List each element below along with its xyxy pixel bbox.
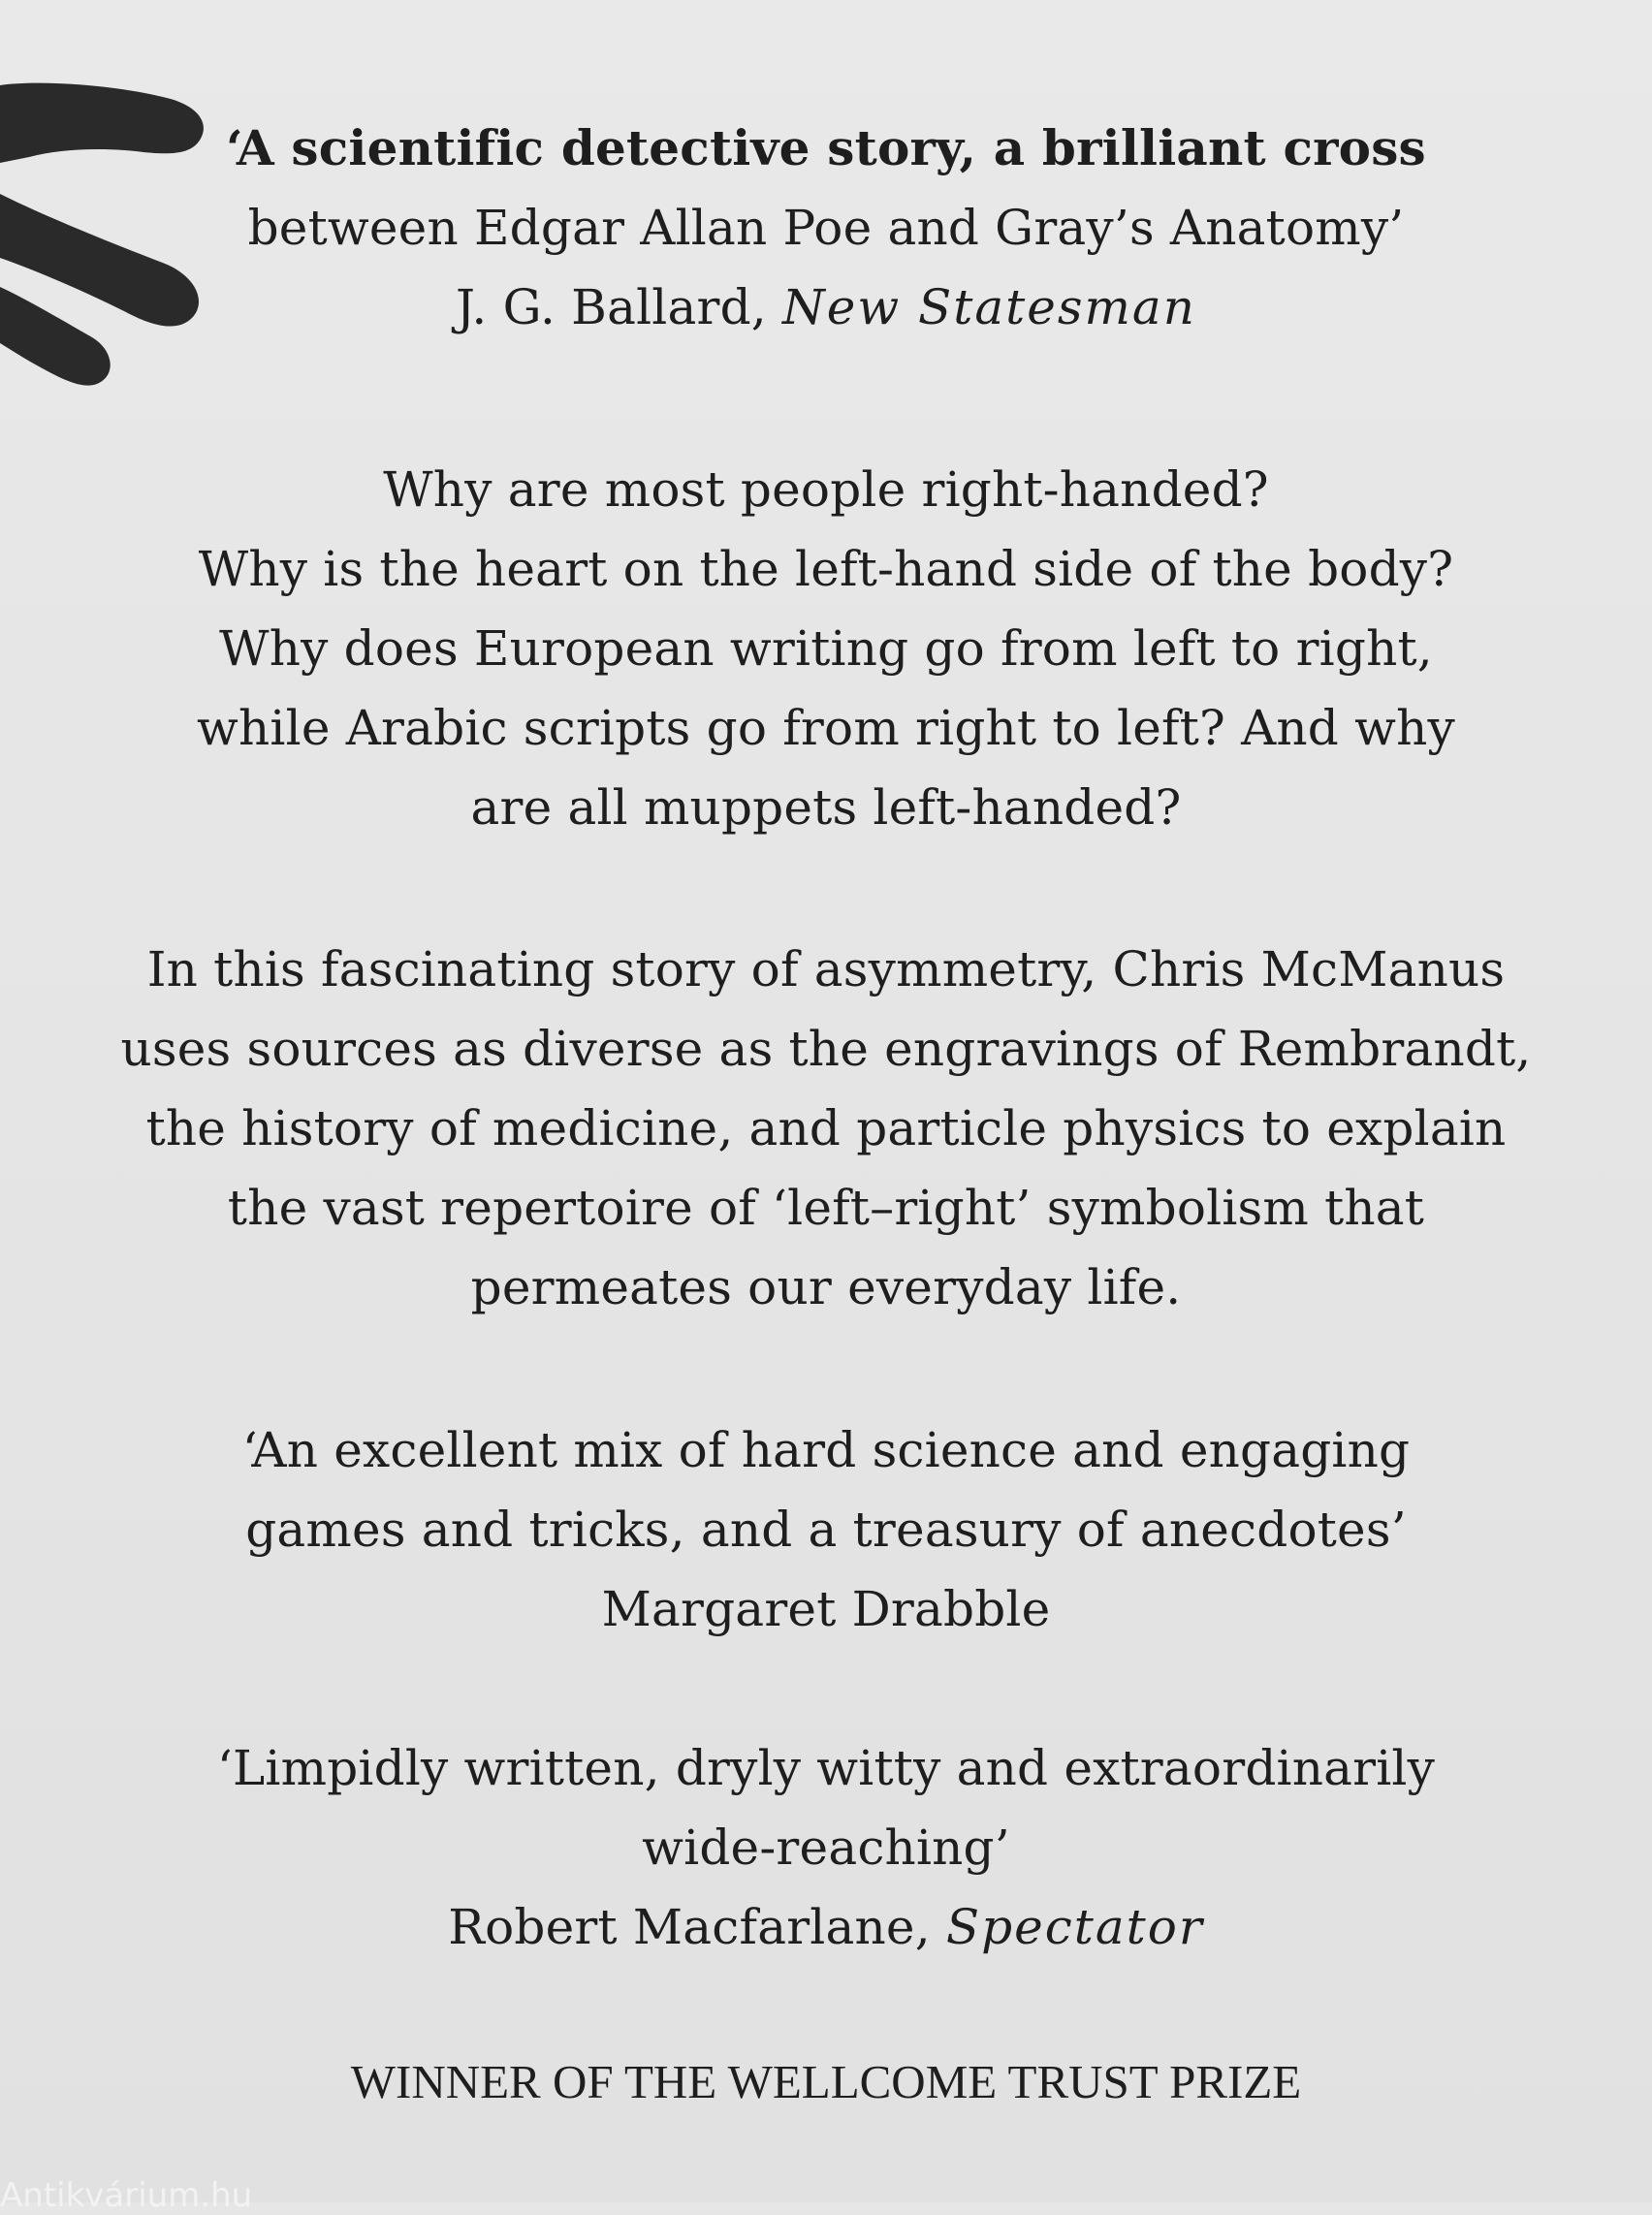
watermark: Antikvárium.hu: [0, 2176, 253, 2215]
macfarlane-quote-block: [0, 1728, 1652, 1967]
ballard-attribution-source: New Statesman: [781, 279, 1196, 335]
ballard-quote-block: [0, 109, 1652, 347]
question-line: while Arabic scripts go from right to left? And why: [197, 700, 1455, 756]
macfarlane-quote-line-2: wide-reaching’: [642, 1819, 1010, 1876]
description-line: the vast repertoire of ‘left–right’ symbolism that: [227, 1180, 1425, 1236]
award-block: [0, 2042, 1652, 2122]
description-paragraph: [0, 930, 1652, 1327]
question-line: Why is the heart on the left-hand side of the body?: [198, 541, 1454, 597]
macfarlane-attribution: [0, 1887, 1652, 1967]
description-line: In this fascinating story of asymmetry, Chris McManus: [146, 941, 1506, 997]
drabble-attribution: Margaret Drabble: [601, 1581, 1051, 1637]
award-line: WINNER OF THE WELLCOME TRUST PRIZE: [350, 2055, 1302, 2108]
ballard-quote-line-1: ‘A scientific detective story, a brilliant cross: [226, 119, 1426, 176]
drabble-quote-block: [0, 1410, 1652, 1649]
question-line: are all muppets left-handed?: [470, 779, 1182, 836]
macfarlane-attribution-name: Robert Macfarlane,: [448, 1899, 946, 1955]
description-line: permeates our everyday life.: [470, 1259, 1182, 1315]
question-line: Why are most people right-handed?: [383, 461, 1269, 518]
description-line: uses sources as diverse as the engravings of Rembrandt,: [120, 1021, 1532, 1077]
drabble-quote-line-1: ‘An excellent mix of hard science and engaging: [241, 1422, 1411, 1478]
drabble-quote-line-2: games and tricks, and a treasury of anecdotes’: [245, 1502, 1407, 1558]
ballard-attribution-name: J. G. Ballard,: [456, 279, 782, 335]
ballard-quote-line-2: between Edgar Allan Poe and Gray’s Anatomy’: [247, 200, 1405, 256]
macfarlane-attribution-source: Spectator: [945, 1899, 1204, 1955]
question-line: Why does European writing go from left to right,: [219, 620, 1433, 677]
ballard-attribution: [0, 268, 1652, 347]
macfarlane-quote-line-1: ‘Limpidly written, dryly witty and extraordinarily: [216, 1740, 1436, 1796]
description-line: the history of medicine, and particle physics to explain: [145, 1100, 1507, 1156]
questions-paragraph: [0, 450, 1652, 847]
